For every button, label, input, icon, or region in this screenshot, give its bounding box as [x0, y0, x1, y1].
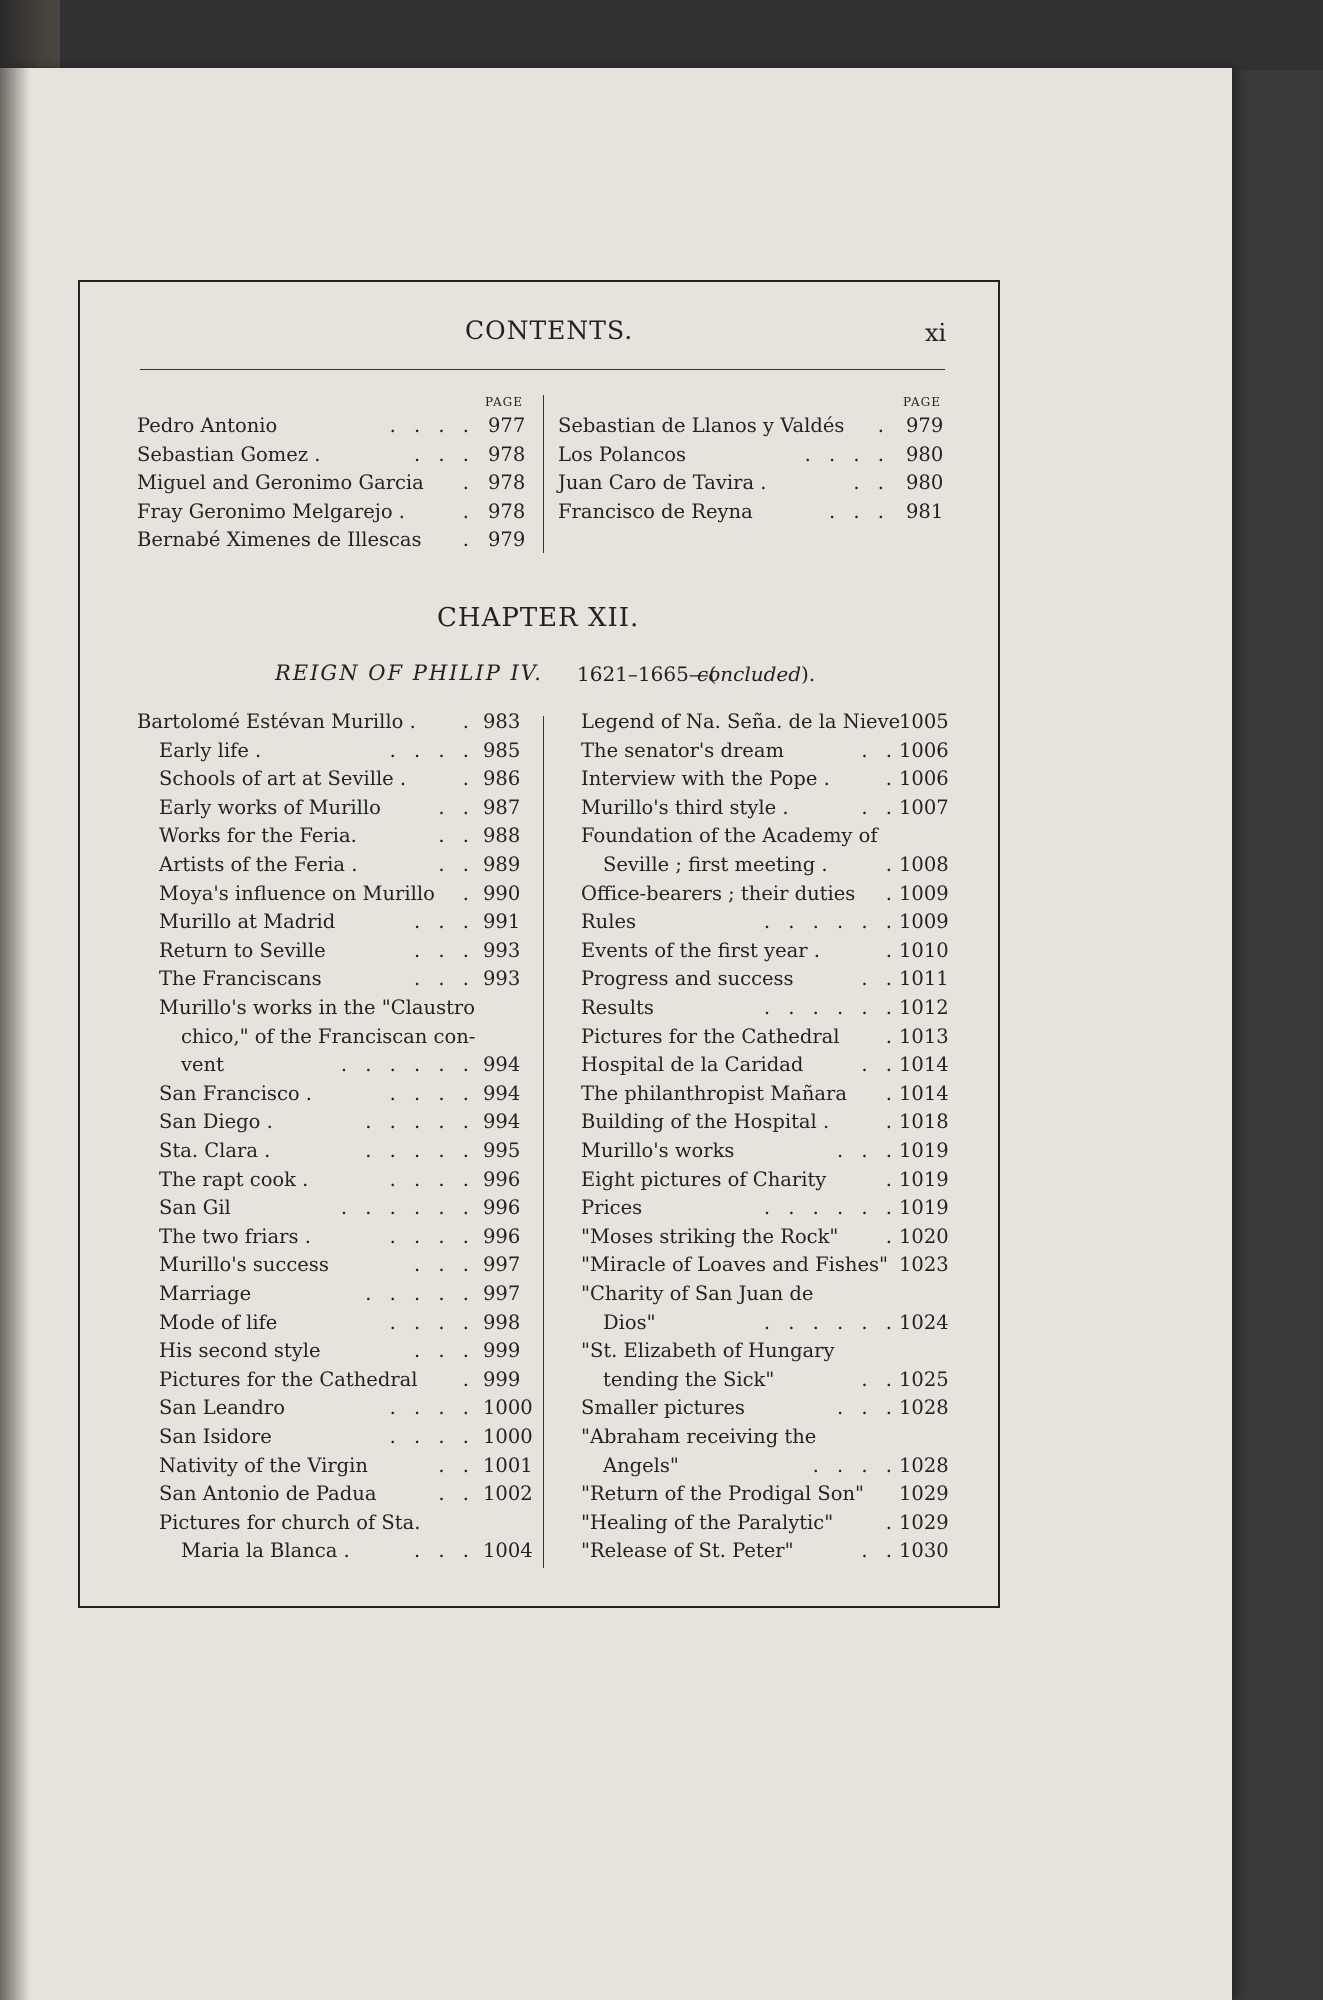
entry-leader-dots: . . . . . . [763, 996, 898, 1019]
entry-label: Fray Geronimo Melgarejo . [137, 499, 405, 523]
entry-label: Seville ; first meeting . [603, 853, 828, 876]
entry-leader-dots: . [885, 1224, 898, 1248]
chapter-concluded-close: ). [801, 662, 816, 686]
entry-leader-dots: . [462, 710, 475, 733]
entry-leader-dots: . [885, 1024, 898, 1048]
entry-label: Murillo's success [159, 1253, 329, 1277]
entry-leader-dots: . . [861, 795, 898, 819]
entry-leader-dots: . . . . [389, 1425, 475, 1448]
entry-page-number: 1005 [899, 710, 949, 733]
entry-leader-dots: . . [438, 1482, 475, 1506]
entry-page-number: 1011 [899, 967, 949, 991]
entry-page-number: 996 [483, 1167, 521, 1191]
entry-page-number: 989 [483, 853, 521, 876]
entry-leader-dots: . . [861, 1539, 898, 1563]
entry-label: Sebastian Gomez . [137, 442, 321, 466]
entry-page-number: 979 [488, 528, 526, 552]
entry-page-number: 981 [906, 499, 944, 523]
entry-page-number: 996 [483, 1224, 521, 1248]
entry-label: Pictures for church of Sta. [159, 1510, 421, 1534]
entry-label: Interview with the Pope . [581, 767, 830, 791]
entry-label: Events of the first year . [581, 938, 820, 962]
entry-label: Early life . [159, 738, 262, 762]
entry-page-number: 978 [488, 442, 526, 466]
entry-leader-dots: . . [861, 1367, 898, 1391]
entry-page-number: 1014 [899, 1053, 949, 1077]
entry-page-number: 1006 [899, 738, 949, 762]
chapter-subtitle: REIGN OF PHILIP IV. [275, 661, 543, 685]
entry-label: "Return of the Prodigal Son" [581, 1482, 865, 1506]
chapter-concluded [697, 661, 815, 687]
entry-page-number: 1014 [899, 1081, 949, 1105]
entry-label: "St. Elizabeth of Hungary [581, 1339, 835, 1363]
chapter-years: 1621–1665—( [577, 662, 717, 686]
entry-leader-dots: . . . . . [365, 1139, 475, 1162]
entry-label: Pictures for the Cathedral [159, 1367, 418, 1391]
entry-label: Maria la Blanca . [181, 1539, 350, 1563]
entry-leader-dots: . [462, 1367, 475, 1391]
entry-label: Mode of life [159, 1310, 278, 1334]
entry-page-number: 1008 [899, 853, 949, 876]
entry-label: Early works of Murillo [159, 795, 381, 819]
entry-leader-dots: . [885, 853, 898, 876]
entry-label: San Gil [159, 1196, 231, 1220]
column-divider-main [543, 716, 544, 1568]
entry-leader-dots: . [462, 471, 475, 495]
entry-leader-dots: . . . [837, 1139, 898, 1162]
entry-page-number: 997 [483, 1282, 521, 1305]
entry-leader-dots: . [877, 414, 890, 437]
entry-page-number: 1006 [899, 767, 949, 791]
entry-page-number: 980 [906, 471, 944, 495]
entry-leader-dots: . . . [414, 1539, 475, 1563]
entry-leader-dots: . [462, 528, 475, 552]
entry-page-number: 1010 [899, 938, 949, 962]
entry-label: Los Polancos [558, 442, 687, 466]
chapter-title: CHAPTER XII. [437, 603, 640, 633]
entry-page-number: 1019 [899, 1139, 949, 1162]
entry-page-number: 994 [483, 1053, 521, 1077]
entry-label: tending the Sick" [603, 1367, 775, 1391]
page-column-label-right: PAGE [903, 395, 941, 409]
entry-label: Miguel and Geronimo Garcia [137, 471, 424, 495]
entry-label: Pictures for the Cathedral [581, 1024, 840, 1048]
entry-page-number: 1009 [899, 910, 949, 934]
entry-page-number: 1000 [483, 1396, 533, 1420]
entry-label: The two friars . [159, 1224, 311, 1248]
entry-leader-dots: . . . . . . [763, 910, 898, 934]
entry-leader-dots: . . . [829, 499, 890, 523]
entry-page-number: 999 [483, 1339, 521, 1363]
entry-label: Smaller pictures [581, 1396, 745, 1420]
entry-page-number: 987 [483, 795, 521, 819]
page-title: CONTENTS. [465, 316, 634, 345]
entry-label: Murillo's works in the "Claustro [159, 996, 475, 1019]
entry-leader-dots: . [462, 881, 475, 905]
entry-leader-dots: . . [861, 967, 898, 991]
entry-label: San Leandro [159, 1396, 285, 1420]
background-top [0, 0, 1323, 70]
entry-label: Rules [581, 910, 637, 934]
entry-leader-dots: . . . . [389, 1224, 475, 1248]
entry-label: Schools of art at Seville . [159, 767, 407, 791]
entry-page-number: 995 [483, 1139, 521, 1162]
entry-leader-dots: . [885, 938, 898, 962]
entry-page-number: 979 [906, 414, 944, 437]
entry-label: San Antonio de Padua [159, 1482, 377, 1506]
entry-leader-dots: . [885, 1081, 898, 1105]
chapter-concluded-word: concluded [697, 662, 802, 686]
entry-page-number: 991 [483, 910, 521, 934]
entry-page-number: 993 [483, 967, 521, 991]
entry-page-number: 1002 [483, 1482, 533, 1506]
entry-page-number: 1029 [899, 1510, 949, 1534]
entry-page-number: 999 [483, 1367, 521, 1391]
entry-page-number: 1013 [899, 1024, 949, 1048]
entry-label: Prices [581, 1196, 643, 1220]
entry-leader-dots: . . [853, 471, 890, 495]
header-rule [140, 369, 945, 370]
entry-page-number: 990 [483, 881, 521, 905]
entry-label: San Francisco . [159, 1081, 313, 1105]
entry-page-number: 1030 [899, 1539, 949, 1563]
entry-leader-dots: . . . . [389, 1310, 475, 1334]
entry-leader-dots: . . . . [389, 1167, 475, 1191]
entry-leader-dots: . [885, 1167, 898, 1191]
entry-leader-dots: . [885, 1110, 898, 1134]
entry-label: Legend of Na. Señа. de la Nieve [581, 710, 901, 733]
entry-page-number: 1007 [899, 795, 949, 819]
entry-label: Office-bearers ; their duties [581, 881, 856, 905]
entry-leader-dots: . . [861, 738, 898, 762]
entry-page-number: 1000 [483, 1425, 533, 1448]
entry-label: Building of the Hospital . [581, 1110, 830, 1134]
entry-leader-dots: . . . . [389, 414, 475, 437]
page-number: xi [925, 319, 947, 347]
entry-label: Moya's influence on Murillo [159, 881, 435, 905]
entry-label: Bartolomé Estévan Murillo . [137, 710, 416, 733]
entry-page-number: 980 [906, 442, 944, 466]
entry-label: "Charity of San Juan de [581, 1282, 814, 1305]
entry-leader-dots: . . . [837, 1396, 898, 1420]
entry-label: Pedro Antonio [137, 414, 278, 437]
entry-label: His second style [159, 1339, 321, 1363]
entry-label: Results [581, 996, 654, 1019]
entry-page-number: 996 [483, 1196, 521, 1220]
entry-leader-dots: . . . . . [365, 1110, 475, 1134]
entry-leader-dots: . . . [414, 1253, 475, 1277]
entry-page-number: 1025 [899, 1367, 949, 1391]
entry-leader-dots: . . . [414, 442, 475, 466]
entry-leader-dots: . . [861, 1053, 898, 1077]
entry-leader-dots: . . [438, 795, 475, 819]
entry-page-number: 1023 [899, 1253, 949, 1277]
entry-page-number: 1019 [899, 1196, 949, 1220]
entry-leader-dots: . . . . [389, 1081, 475, 1105]
entry-label: Works for the Feria. [159, 824, 357, 848]
entry-page-number: 1012 [899, 996, 949, 1019]
entry-page-number: 1004 [483, 1539, 533, 1563]
entry-label: Marriage [159, 1282, 252, 1305]
entry-label: Dios" [603, 1310, 656, 1334]
entry-page-number: 1024 [899, 1310, 949, 1334]
entry-leader-dots: . . . [414, 967, 475, 991]
entry-label: "Miracle of Loaves and Fishes" [581, 1253, 888, 1277]
entry-label: Juan Caro de Tavira . [558, 471, 767, 495]
entry-label: Francisco de Reyna [558, 499, 753, 523]
entry-page-number: 988 [483, 824, 521, 848]
entry-page-number: 977 [488, 414, 526, 437]
entry-page-number: 997 [483, 1253, 521, 1277]
entry-page-number: 1020 [899, 1224, 949, 1248]
entry-label: Murillo at Madrid [159, 910, 336, 934]
entry-page-number: 978 [488, 499, 526, 523]
entry-label: Sta. Clara . [159, 1139, 271, 1162]
entry-page-number: 986 [483, 767, 521, 791]
entry-leader-dots: . . . . . . [763, 1310, 898, 1334]
entry-leader-dots: . [885, 1510, 898, 1534]
entry-leader-dots: . . . . . . [763, 1196, 898, 1220]
entry-label: Bernabé Ximenes de Illescas [137, 528, 422, 552]
entry-page-number: 1028 [899, 1453, 949, 1477]
entry-page-number: 1001 [483, 1453, 533, 1477]
entry-label: Artists of the Feria . [159, 853, 358, 876]
column-divider-top [543, 395, 544, 553]
entry-leader-dots: . . [438, 1453, 475, 1477]
entry-page-number: 1029 [899, 1482, 949, 1506]
entry-page-number: 1019 [899, 1167, 949, 1191]
entry-label: "Healing of the Paralytic" [581, 1510, 834, 1534]
entry-leader-dots: . [462, 499, 475, 523]
entry-label: "Release of St. Peter" [581, 1539, 794, 1563]
entry-label: Eight pictures of Charity [581, 1167, 827, 1191]
entry-leader-dots: . . . . [389, 738, 475, 762]
entry-leader-dots: . . . . [389, 1396, 475, 1420]
entry-page-number: 993 [483, 938, 521, 962]
entry-leader-dots: . . . [414, 1339, 475, 1363]
entry-label: Progress and success [581, 967, 794, 991]
entry-page-number: 978 [488, 471, 526, 495]
entry-leader-dots: . . . [414, 938, 475, 962]
entry-page-number: 983 [483, 710, 521, 733]
entry-leader-dots: . . . [414, 910, 475, 934]
entry-page-number: 1009 [899, 881, 949, 905]
entry-label: chico," of the Franciscan con- [181, 1024, 476, 1048]
entry-label: San Diego . [159, 1110, 273, 1134]
entry-leader-dots: . . [438, 853, 475, 876]
entry-leader-dots: . [462, 767, 475, 791]
entry-page-number: 994 [483, 1081, 521, 1105]
entry-page-number: 994 [483, 1110, 521, 1134]
entry-label: Murillo's works [581, 1139, 735, 1162]
entry-label: Return to Seville [159, 938, 326, 962]
entry-label: Sebastian de Llanos y Valdés [558, 414, 845, 437]
entry-label: vent [181, 1053, 224, 1077]
entry-page-number: 985 [483, 738, 521, 762]
entry-page-number: 1018 [899, 1110, 949, 1134]
entry-label: Nativity of the Virgin [159, 1453, 368, 1477]
entry-leader-dots: . . . . . . [340, 1053, 475, 1077]
entry-label: "Abraham receiving the [581, 1425, 817, 1448]
entry-label: Angels" [603, 1453, 679, 1477]
entry-leader-dots: . . . . . . [340, 1196, 475, 1220]
entry-label: San Isidore [159, 1425, 272, 1448]
entry-label: The senator's dream [581, 738, 784, 762]
entry-label: Hospital de la Caridad [581, 1053, 804, 1077]
entry-label: The Franciscans [159, 967, 322, 991]
entry-leader-dots: . [885, 881, 898, 905]
spine-shadow [0, 68, 30, 2000]
entry-label: Foundation of the Academy of [581, 824, 878, 848]
entry-leader-dots: . . [438, 824, 475, 848]
entry-leader-dots: . [885, 767, 898, 791]
entry-label: Murillo's third style . [581, 795, 789, 819]
entry-page-number: 998 [483, 1310, 521, 1334]
entry-label: "Moses striking the Rock" [581, 1224, 839, 1248]
entry-page-number: 1028 [899, 1396, 949, 1420]
entry-label: The philanthropist Mañara [581, 1081, 847, 1105]
entry-leader-dots: . . . . [804, 442, 890, 466]
entry-leader-dots: . . . . . [365, 1282, 475, 1305]
entry-leader-dots: . . . . [812, 1453, 898, 1477]
page-column-label-left: PAGE [485, 395, 523, 409]
entry-label: The rapt cook . [159, 1167, 309, 1191]
